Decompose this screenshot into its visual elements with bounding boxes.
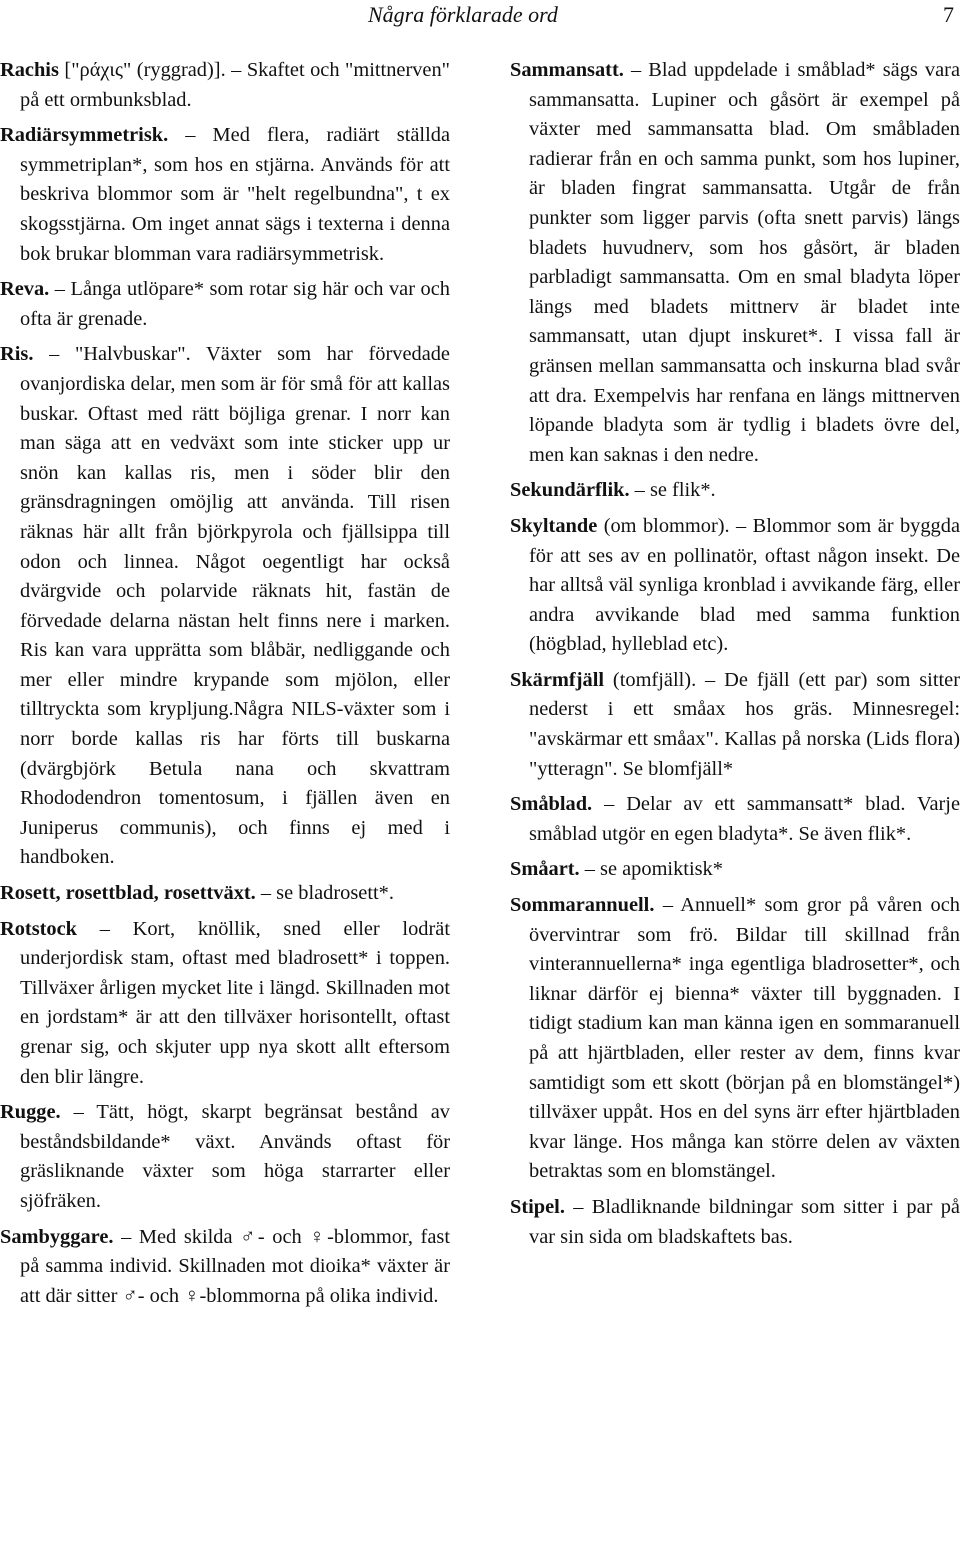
- entry-definition: – Kort, knöllik, sned eller lodrät underjordisk stam, oftast med bladrosett* i toppen. Tillväxer årligen mycket lite i längd. Skillnaden mot en jordstam* är att den tillväxer horisontellt, oftast grenar sig, och skjuter upp nya skott allt eftersom den blir längre.: [20, 917, 450, 1088]
- page-number: 7: [943, 2, 954, 27]
- glossary-entry: [0, 121, 450, 269]
- entry-term: Reva.: [0, 278, 50, 301]
- entry-term: Småblad.: [510, 793, 593, 816]
- entry-definition: – Blad uppdelade i småblad* sägs vara sammansatta. Lupiner och gåsört är exempel på växter med sammansatta blad. Om småbladen radierar från en och samma punkt, som hos lupiner, är bladen fingrat sammansatta. Utgår de från punkter som ligger parvis (ofta snett parvis) längs bladets huvudnerv, som hos gåsört, är bladen parbladigt sammansatta. Om en smal bladyta löper längs med bladets mittnerv är bladet inte sammansatt, utan djupt inskuret*. I vissa fall är gränsen mellan sammansatta och inskurna blad svår att dra. Exempelvis har renfana en längs mittnerven löpande bladyta som är tydlig i bladets övre del, men kan saknas i den nedre.: [529, 59, 960, 466]
- entry-definition: – Bladliknande bildningar som sitter i par på var sin sida om bladskaftets bas.: [529, 1195, 960, 1248]
- glossary-entry: [510, 1193, 960, 1252]
- entry-term: Sekundärflik.: [510, 479, 630, 502]
- entry-term: Sammansatt.: [510, 59, 624, 81]
- glossary-entry: [0, 1098, 450, 1216]
- entry-term: Rotstock: [0, 917, 78, 940]
- entry-term: Ris.: [0, 343, 34, 366]
- right-column: [510, 56, 960, 1258]
- glossary-entry: [510, 666, 960, 784]
- glossary-entry: [510, 891, 960, 1187]
- glossary-entry: [510, 476, 960, 506]
- entry-definition: ["ράχις" (ryggrad)]. – Skaftet och "mittnerven" på ett ormbunksblad.: [20, 59, 450, 111]
- entry-term: Rachis: [0, 59, 59, 81]
- glossary-entry: [0, 1223, 450, 1312]
- entry-term: Skärmfjäll: [510, 668, 605, 691]
- entry-term: Radiärsymmetrisk.: [0, 124, 169, 147]
- entry-term: Stipel.: [510, 1195, 565, 1218]
- glossary-entry: [510, 855, 960, 885]
- entry-term: Rugge.: [0, 1101, 61, 1124]
- entry-term: Sommarannuell.: [510, 894, 655, 917]
- entry-term: Sambyggare.: [0, 1225, 114, 1248]
- entry-term: Skyltande: [510, 514, 598, 537]
- left-column: [0, 56, 450, 1317]
- glossary-entry: [0, 275, 450, 334]
- glossary-entry: [510, 512, 960, 660]
- entry-definition: – "Halvbuskar". Växter som har förvedade ovanjordiska delar, men som är för små för att kallas buskar. Oftast med rätt böjliga grenar. I norr kan man säga att en vedväxt som inte sticker upp ur snön kan kallas ris, men i söder blir den gränsdragningen omöjlig att använda. Till risen räknas här allt från björkpyrola och fjällsippa till odon och linnea. Något oegentligt har också dvärgvide och polarvide räknats hit, fastän de förvedade delarna nästan helt finns nere i marken. Ris kan vara upprätta som blåbär, nedliggande och mer eller mindre krypande som mjölon, eller tilltryckta som krypljung.Några NILS-växter som i norr borde kallas ris har förts till buskarna (dvärgbjörk Betula nana och skvattram Rhododendron tomentosum, i fjällen även en Juniperus communis), och finns ej med i handboken.: [20, 343, 450, 869]
- page-header: [0, 0, 960, 34]
- entry-definition: – se bladrosett*.: [255, 882, 394, 905]
- entry-definition: (om blommor). – Blommor som är byggda för att ses av en pollinatör, oftast någon insekt. De har alltså väl synliga kronblad i avvikande färg, eller andra avvikande blad med samma funktion (högblad, hylleblad etc).: [529, 514, 960, 656]
- glossary-entry: [0, 340, 450, 873]
- glossary-entry: [0, 879, 450, 909]
- entry-definition: (tomfjäll). – De fjäll (ett par) som sitter nederst i ett småax hos gräs. Minnesregel: "avskärmar ett småax". Kallas på norska (Lids flora) "ytteragn". Se blomfjäll*: [529, 668, 960, 780]
- entry-definition: – Med flera, radiärt ställda symmetriplan*, som hos en stjärna. Används för att beskriva blommor som är "helt regelbundna", t ex skogsstjärna. Om inget annat sägs i texterna i denna bok brukar blomman vara radiärsymmetrisk.: [20, 124, 450, 265]
- glossary-entry: [0, 915, 450, 1093]
- entry-term: Rosett, rosettblad, rosettväxt.: [0, 882, 256, 905]
- glossary-entry: [510, 56, 960, 470]
- entry-definition: – Tätt, högt, skarpt begränsat bestånd av beståndsbildande* växt. Används oftast för gräsliknande växter som höga starrarter eller sjöfräken.: [20, 1101, 450, 1212]
- entry-definition: – Delar av ett sammansatt* blad. Varje småblad utgör en egen bladyta*. Se även flik*.: [529, 793, 960, 845]
- glossary-entry: [0, 56, 450, 115]
- entry-definition: – Med skilda ♂- och ♀-blommor, fast på samma individ. Skillnaden mot dioika* växter är att där sitter ♂- och ♀-blommorna på olika individ.: [20, 1225, 450, 1307]
- entry-definition: – Annuell* som gror på våren och övervintrar som frö. Bildar till skillnad från vinterannuellerna* inga egentliga bladrosetter*, och liknar därför ej bienna* växter till byggnaden. I tidigt stadium kan man känna igen en sommaranuell på att hjärtbladen, eller rester av dem, finns kvar samtidigt som ett skott (början på en blomstängel*) tillväxer uppåt. Hos en del syns ärr efter hjärtbladen kvar länge. Hos många kan större delen av växten betraktas som en blomstängel.: [529, 894, 960, 1183]
- running-head: Några förklarade ord: [368, 2, 558, 27]
- entry-term: Småart.: [510, 858, 580, 881]
- glossary-entry: [510, 790, 960, 849]
- entry-definition: – Långa utlöpare* som rotar sig här och var och ofta är grenade.: [20, 278, 450, 330]
- entry-definition: – se flik*.: [629, 479, 716, 502]
- entry-definition: – se apomiktisk*: [579, 858, 723, 881]
